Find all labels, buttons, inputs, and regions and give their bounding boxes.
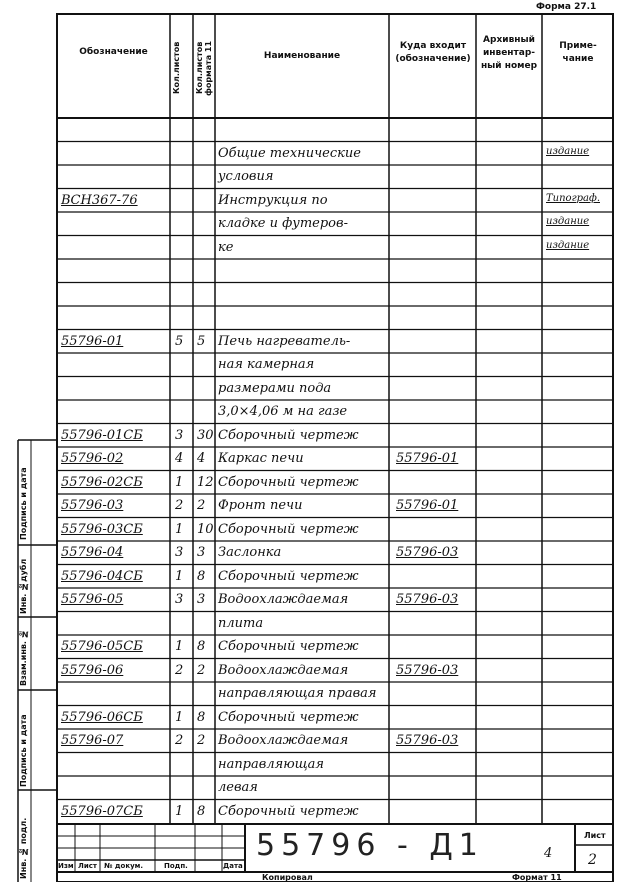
row-name: Печь нагреватель- xyxy=(218,333,351,349)
stamp-sheet-number: 2 xyxy=(588,852,597,868)
row-note: издание xyxy=(546,216,590,227)
row-sheets-format: 2 xyxy=(197,662,206,678)
form-label: Форма 27.1 xyxy=(536,2,597,12)
row-code: 55796-01 xyxy=(61,333,124,349)
row-sheets-format: 5 xyxy=(197,333,206,349)
row-code: 55796-03СБ xyxy=(61,521,143,537)
row-code: 55796-04СБ xyxy=(61,568,143,584)
side-label-inv-dubl: Инв. №дубл xyxy=(19,558,28,614)
row-name: Сборочный чертеж xyxy=(218,639,359,654)
header-archive: Архивный инвентар- ный номер xyxy=(480,35,538,71)
row-sheets: 5 xyxy=(175,333,184,349)
stamp-label-list: Лист xyxy=(78,862,97,870)
row-name: Заслонка xyxy=(218,545,282,560)
row-name: Инструкция по xyxy=(218,192,328,208)
row-name: Фронт печи xyxy=(218,498,303,513)
header-name: Наименование xyxy=(263,51,341,61)
side-label-sign-date-1: Подпись и дата xyxy=(19,467,28,540)
row-sheets: 4 xyxy=(175,451,184,466)
row-code: 55796-07 xyxy=(61,733,124,748)
row-sheets: 3 xyxy=(175,545,184,560)
row-name: Сборочный чертеж xyxy=(218,803,359,819)
row-name: Сборочный чертеж xyxy=(218,474,359,490)
row-code: 55796-02 xyxy=(61,451,124,466)
row-code: 55796-05СБ xyxy=(61,639,143,654)
stamp-label-date: Дата xyxy=(223,862,243,870)
row-name: направляющая xyxy=(218,756,325,772)
side-label-inv-podl: Инв. № подл. xyxy=(19,817,28,879)
row-name: Сборочный чертеж xyxy=(218,568,359,584)
row-code: 55796-06 xyxy=(61,662,124,678)
stamp-sheet-label: Лист xyxy=(584,831,606,840)
row-goes-into: 55796-03 xyxy=(396,733,459,748)
row-sheets: 3 xyxy=(175,592,184,607)
row-goes-into: 55796-01 xyxy=(396,451,459,466)
row-name: плита xyxy=(218,615,264,631)
row-name: Сборочный чертеж xyxy=(218,521,359,537)
row-sheets-format: 30 xyxy=(197,427,214,443)
row-sheets-format: 4 xyxy=(197,451,206,466)
row-note: издание xyxy=(546,239,590,251)
row-name: размерами пода xyxy=(218,380,332,396)
stamp-format: Формат 11 xyxy=(512,873,562,882)
row-goes-into: 55796-03 xyxy=(396,545,459,560)
row-sheets: 1 xyxy=(175,639,184,654)
row-code: ВСН367-76 xyxy=(61,192,138,208)
stamp-small-mark: 4 xyxy=(544,846,553,861)
row-goes-into: 55796-03 xyxy=(396,592,459,607)
stamp-label-doc: № докум. xyxy=(104,862,144,870)
row-name: левая xyxy=(218,780,258,795)
row-name: Водоохлаждаемая xyxy=(218,733,349,748)
row-name: Водоохлаждаемая xyxy=(218,662,349,678)
row-code: 55796-07СБ xyxy=(61,803,143,819)
stamp-label-izm: Изм xyxy=(58,862,74,870)
row-code: 55796-02СБ xyxy=(61,474,143,490)
doc-number: 55796 - Д1 xyxy=(256,828,484,863)
row-sheets: 1 xyxy=(175,803,184,819)
row-name: 3,0×4,06 м на газе xyxy=(218,404,348,419)
row-name: Водоохлаждаемая xyxy=(218,592,349,607)
row-sheets-format: 3 xyxy=(197,545,206,560)
header-sheets-format: Кол.листов формата 11 xyxy=(195,40,213,96)
header-designation: Обозначение xyxy=(79,47,148,57)
row-name: направляющая правая xyxy=(218,686,377,701)
row-name: кладке и футеров- xyxy=(218,216,348,231)
row-code: 55796-05 xyxy=(61,592,124,607)
row-note: Типограф. xyxy=(546,192,600,204)
row-code: 55796-06СБ xyxy=(61,709,143,725)
header-note: Приме- чание xyxy=(559,41,597,64)
side-label-vzam-inv: Взам.инв. № xyxy=(19,629,28,686)
row-sheets-format: 2 xyxy=(197,733,206,748)
row-name: ке xyxy=(218,239,234,255)
header-sheets-count: Кол.листов xyxy=(172,41,181,95)
row-goes-into: 55796-03 xyxy=(396,662,459,678)
row-name: Общие технические xyxy=(218,145,361,161)
row-sheets-format: 10 xyxy=(197,521,214,537)
row-sheets: 3 xyxy=(175,427,184,443)
row-sheets-format: 12 xyxy=(197,474,214,490)
row-sheets: 1 xyxy=(175,521,184,537)
row-sheets-format: 2 xyxy=(197,498,206,513)
row-sheets-format: 8 xyxy=(197,568,206,584)
stamp-copied: Копировал xyxy=(262,873,313,882)
stamp-label-sign: Подп. xyxy=(164,862,188,870)
row-sheets-format: 3 xyxy=(197,592,206,607)
header-goes-into: Куда входит (обозначение) xyxy=(395,41,471,64)
row-sheets: 2 xyxy=(175,733,184,748)
row-code: 55796-01СБ xyxy=(61,427,143,443)
row-sheets-format: 8 xyxy=(197,639,206,654)
row-sheets: 2 xyxy=(175,498,184,513)
row-sheets: 1 xyxy=(175,474,184,490)
row-goes-into: 55796-01 xyxy=(396,498,459,513)
row-sheets: 1 xyxy=(175,568,184,584)
row-sheets-format: 8 xyxy=(197,803,206,819)
side-label-sign-date-2: Подпись и дата xyxy=(19,714,28,787)
row-name: Сборочный чертеж xyxy=(218,709,359,725)
row-sheets: 1 xyxy=(175,709,184,725)
row-note: издание xyxy=(546,145,590,157)
row-name: ная камерная xyxy=(218,357,315,372)
row-name: Сборочный чертеж xyxy=(218,427,359,443)
row-code: 55796-03 xyxy=(61,498,124,513)
row-name: условия xyxy=(218,169,274,184)
row-name: Каркас печи xyxy=(218,451,304,466)
row-code: 55796-04 xyxy=(61,545,124,560)
row-sheets-format: 8 xyxy=(197,709,206,725)
row-sheets: 2 xyxy=(175,662,184,678)
